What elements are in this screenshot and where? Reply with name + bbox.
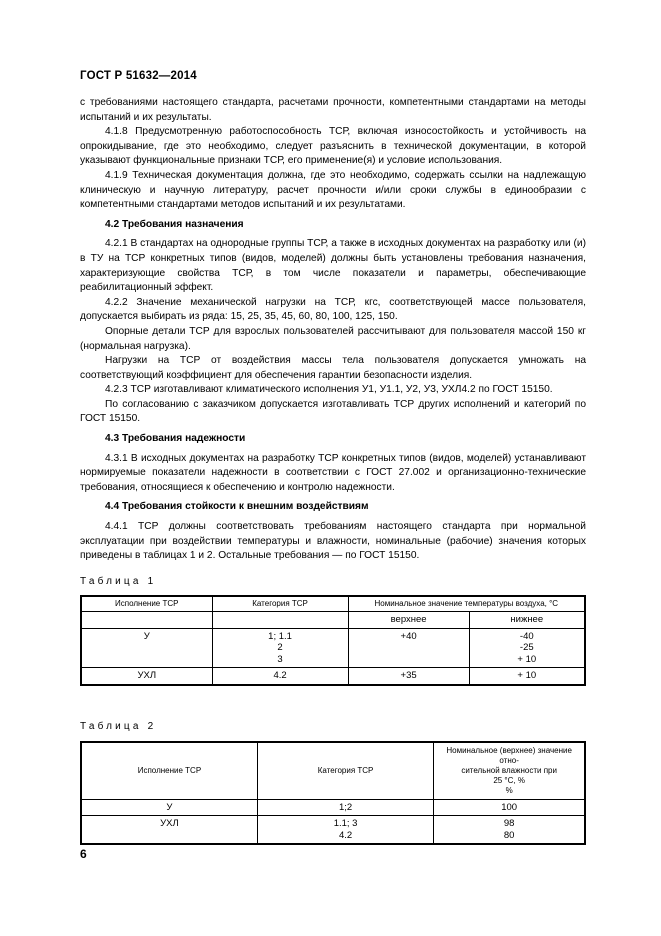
table-cell: У [81, 628, 212, 668]
table-row [81, 799, 585, 816]
header-line: сительной влажности при [461, 765, 557, 775]
page-number: 6 [80, 847, 87, 861]
cell-line: 1; 1.1 [268, 630, 292, 642]
section-heading-4-2: 4.2 Требования назначения [105, 218, 244, 230]
table-cell: 1;2 [257, 799, 433, 816]
table-1-caption: Таблица 1 [80, 575, 157, 587]
table-header-cell: Номинальное значение температуры воздуха, °С [348, 596, 585, 612]
paragraph: Нагрузки на ТСР от воздействия массы тела пользователя допускается умножать на соответствующий коэффициент для обеспечения гарантии безопасности изделия. [80, 355, 586, 381]
table-row [81, 668, 585, 685]
table-header-cell: Исполнение ТСР [81, 596, 212, 612]
table-cell: +35 [348, 668, 469, 685]
header-line: 25 °С, % [493, 775, 525, 785]
table-subheader-lower: нижнее [469, 612, 585, 629]
paragraph: По согласованию с заказчиком допускается изготавливать ТСР других исполнений и категорий по ГОСТ 15150. [80, 398, 586, 425]
paragraph: с требованиями настоящего стандарта, расчетами прочности, компетентными стандартами на методы испытаний и их результаты. [80, 97, 586, 123]
section-heading-4-3: 4.3 Требования надежности [105, 433, 246, 445]
table-header-cell [434, 742, 585, 800]
table-row [81, 816, 585, 845]
table-cell [81, 612, 212, 629]
cell-line: + 10 [517, 653, 537, 665]
cell-line: 3 [277, 653, 283, 665]
cell-line: 1.1; 3 [333, 818, 358, 829]
table-cell: УХЛ [81, 816, 257, 845]
table-cell: УХЛ [81, 668, 212, 685]
table-header-cell: Категория ТСР [257, 742, 433, 800]
table-cell [212, 628, 348, 668]
table-subheader-upper: верхнее [348, 612, 469, 629]
table-1 [80, 595, 586, 686]
paragraph-4-1-9: 4.1.9 Техническая документация должна, где это необходимо, содержать ссылки на надлежащую клиническую и научную литературу, расчет прочности и/или сроки службы в единообразии с компетентными стандартами методов испытаний и их результатами. [80, 169, 586, 211]
cell-line: -40 [519, 630, 534, 642]
header-line: Номинальное (верхнее) значение отно- [446, 745, 572, 765]
paragraph-4-2-1: 4.2.1 В стандартах на однородные группы ТСР, а также в исходных документах на разработку или (и) в ТУ на ТСР конкретных типов (видов, моделей) должны быть установлены требования назначения, характеризующие свойства ТСР, в том числе показатели и параметры, обеспечивающие реабилитационный эффект. [80, 238, 586, 294]
table-cell [257, 816, 433, 845]
cell-line: 2 [277, 642, 283, 654]
table-cell [212, 612, 348, 629]
table-row [81, 628, 585, 668]
table-cell: 100 [434, 799, 585, 816]
table-cell [434, 816, 585, 845]
cell-line: 80 [503, 829, 515, 841]
table-2-caption: Таблица 2 [80, 720, 157, 732]
paragraph-4-3-1: 4.3.1 В исходных документах на разработку ТСР конкретных типов (видов, моделей) устанавливают нормируемые показатели надежности в соответствии с ГОСТ 27.002 и организационно-технические требования, относящиеся к обеспечению и контролю надежности. [80, 452, 586, 493]
table-header-cell: Исполнение ТСР [81, 742, 257, 800]
table-cell: + 10 [469, 668, 585, 685]
document-header: ГОСТ Р 51632—2014 [80, 70, 197, 82]
paragraph-4-2-3: 4.2.3 ТСР изготавливают климатического исполнения У1, У1.1, У2, У3, УХЛ4.2 по ГОСТ 15150. [105, 384, 553, 396]
table-cell [469, 628, 585, 668]
section-heading-4-4: 4.4 Требования стойкости к внешним воздействиям [105, 501, 369, 513]
paragraph: Опорные детали ТСР для взрослых пользователей рассчитывают для пользователя массой 150 кг (нормальная нагрузка). [80, 325, 586, 352]
cell-line: 4.2 [338, 829, 353, 841]
table-cell: +40 [348, 628, 469, 668]
table-2 [80, 741, 586, 846]
cell-line: 98 [503, 818, 515, 829]
page-content [80, 96, 586, 845]
cell-line: -25 [519, 642, 534, 654]
paragraph-4-4-1: 4.4.1 ТСР должны соответствовать требованиям настоящего стандарта при нормальной эксплуатации при воздействии температуры и влажности, номинальные (рабочие) значения которых приведены в таблицах 1 и 2. Остальные требования — по ГОСТ 15150. [80, 521, 586, 562]
table-cell: У [81, 799, 257, 816]
table-header-cell: Категория ТСР [212, 596, 348, 612]
table-cell: 4.2 [212, 668, 348, 685]
paragraph-4-1-8: 4.1.8 Предусмотренную работоспособность ТСР, включая износостойкость и устойчивость на опрокидывание, где это необходимо, следует разъяснить в технической документации, в которой указывают функциональные признаки ТСР, его применение(я) и условие использования. [80, 126, 586, 167]
paragraph-4-2-2: 4.2.2 Значение механической нагрузки на ТСР, кгс, соответствующей массе пользователя, допускается выбирать из ряда: 15, 25, 35, 45, 60, 80, 100, 125, 150. [80, 296, 586, 323]
header-line: % [505, 785, 513, 795]
